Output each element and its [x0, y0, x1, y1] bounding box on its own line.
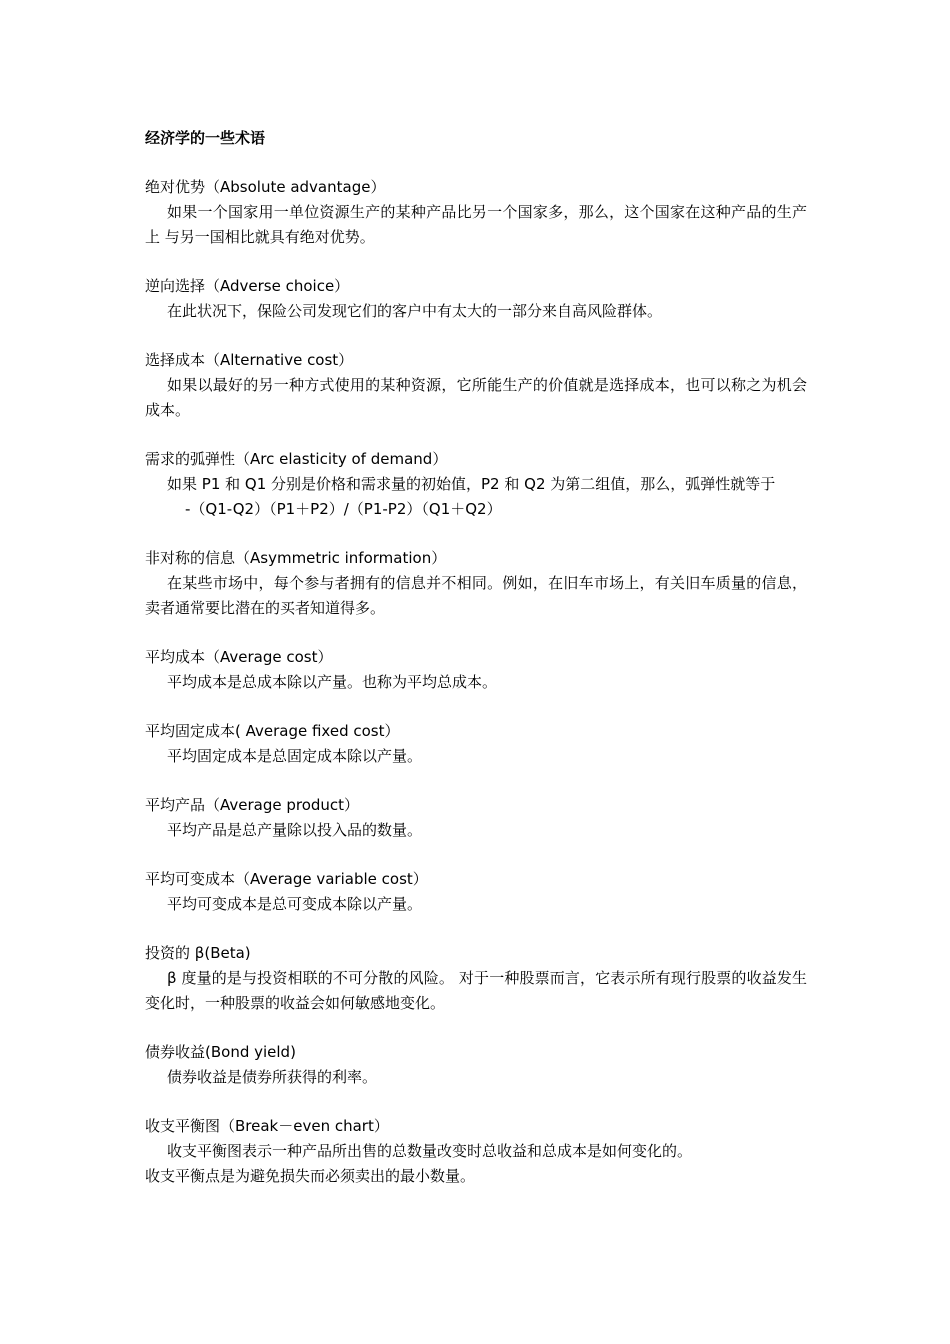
term-bond-yield: [145, 1040, 807, 1090]
term-average-fixed-cost: [145, 719, 807, 769]
document-page: [145, 126, 807, 1213]
term-title: 选择成本（Alternative cost）: [145, 351, 354, 369]
term-absolute-advantage: [145, 175, 807, 250]
term-definition: 平均成本是总成本除以产量。也称为平均总成本。: [167, 673, 498, 691]
term-definition: 债券收益是债券所获得的利率。: [167, 1068, 378, 1086]
term-definition: 如果一个国家用一单位资源生产的某种产品比另一个国家多，那么，这个国家在这种产品的生产上 与另一国相比就具有绝对优势。: [145, 203, 807, 246]
term-title: 平均固定成本( Average fixed cost）: [145, 722, 400, 740]
term-average-variable-cost: [145, 867, 807, 917]
term-definition: 收支平衡图表示一种产品所出售的总数量改变时总收益和总成本是如何变化的。: [167, 1142, 693, 1160]
term-title: 收支平衡图（Break－even chart）: [145, 1117, 389, 1135]
term-asymmetric-information: [145, 546, 807, 621]
term-title: 债券收益(Bond yield): [145, 1043, 296, 1061]
term-average-product: [145, 793, 807, 843]
term-break-even-chart: [145, 1114, 807, 1189]
term-formula: -（Q1-Q2）（P1＋P2）/（P1-P2）（Q1＋Q2）: [185, 500, 502, 518]
term-alternative-cost: [145, 348, 807, 423]
term-title: 需求的弧弹性（Arc elasticity of demand）: [145, 450, 448, 468]
term-adverse-choice: [145, 274, 807, 324]
term-title: 非对称的信息（Asymmetric information）: [145, 549, 447, 567]
term-definition: 平均产品是总产量除以投入品的数量。: [167, 821, 423, 839]
term-definition: β 度量的是与投资相联的不可分散的风险。 对于一种股票而言，它表示所有现行股票的收益发生变化时，一种股票的收益会如何敏感地变化。: [145, 969, 807, 1012]
term-title: 平均成本（Average cost）: [145, 648, 333, 666]
term-definition: 在此状况下，保险公司发现它们的客户中有太大的一部分来自高风险群体。: [167, 302, 663, 320]
term-definition: 在某些市场中，每个参与者拥有的信息并不相同。例如，在旧车市场上，有关旧车质量的信息， 卖者通常要比潜在的买者知道得多。: [145, 574, 807, 617]
term-arc-elasticity: [145, 447, 807, 522]
term-title: 绝对优势（Absolute advantage）: [145, 178, 386, 196]
term-title: 投资的 β(Beta): [145, 944, 251, 962]
term-beta: [145, 941, 807, 1016]
document-title: 经济学的一些术语: [145, 129, 266, 147]
term-definition: 如果 P1 和 Q1 分别是价格和需求量的初始值，P2 和 Q2 为第二组值，那么，弧弹性就等于: [167, 475, 776, 493]
term-definition: 如果以最好的另一种方式使用的某种资源，它所能生产的价值就是选择成本，也可以称之为机会成本。: [145, 376, 807, 419]
term-title: 平均可变成本（Average variable cost）: [145, 870, 428, 888]
term-average-cost: [145, 645, 807, 695]
term-definition: 平均固定成本是总固定成本除以产量。: [167, 747, 423, 765]
term-title: 逆向选择（Adverse choice）: [145, 277, 350, 295]
term-title: 平均产品（Average product）: [145, 796, 360, 814]
term-definition-continued: 收支平衡点是为避免损失而必须卖出的最小数量。: [145, 1167, 476, 1185]
term-definition: 平均可变成本是总可变成本除以产量。: [167, 895, 423, 913]
